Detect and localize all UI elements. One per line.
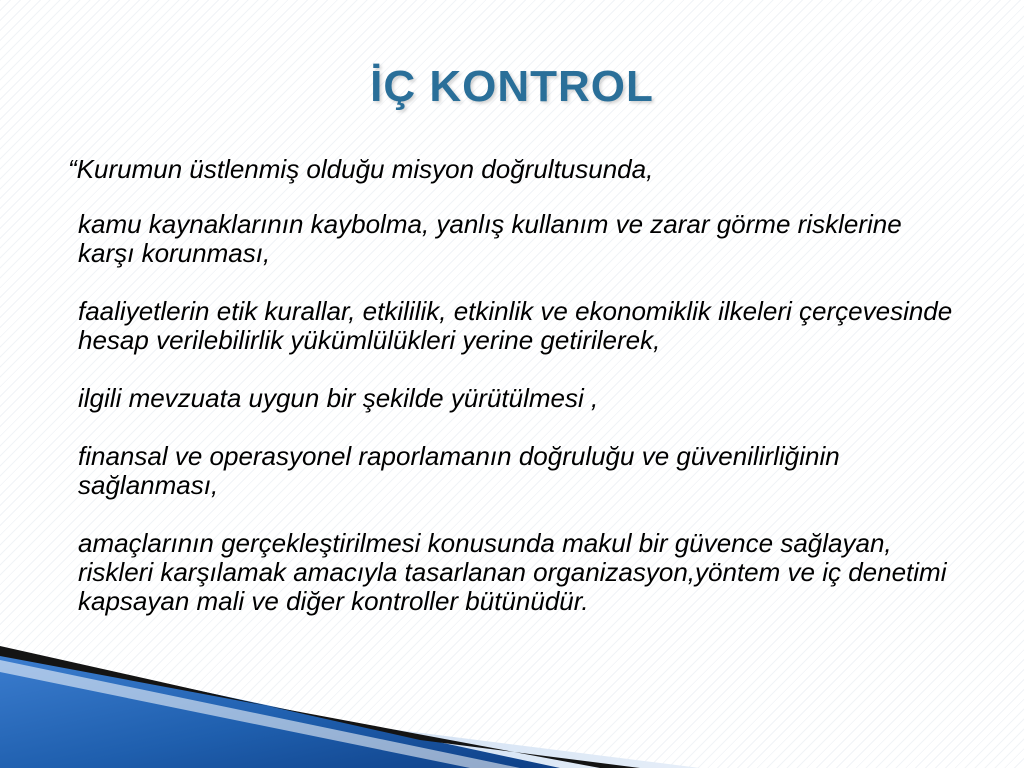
paragraph-compliance: ilgili mevzuata uygun bir şekilde yürütülmesi , — [78, 383, 599, 413]
paragraph-accountability: faaliyetlerin etik kurallar, etkililik, etkinlik ve ekonomiklik ilkeleri çerçevesinde hesap verilebilirlik yükümlülükleri yerine getirilerek, — [78, 296, 953, 355]
paragraph-protection: kamu kaynaklarının kaybolma, yanlış kullanım ve zarar görme risklerine karşı korunması, — [78, 209, 902, 268]
definition-body — [68, 154, 968, 645]
intro-line: “Kurumun üstlenmiş olduğu misyon doğrultusunda, — [68, 154, 654, 184]
paragraph-assurance: amaçlarının gerçekleştirilmesi konusunda makul bir güvence sağlayan, riskleri karşılamak amacıyla tasarlanan organizasyon,yöntem ve iç denetimi kapsayan mali ve diğer kontroller bütünüdür. — [78, 528, 947, 616]
slide-title: İÇ KONTROL — [370, 62, 654, 111]
paragraph-reporting: finansal ve operasyonel raporlamanın doğruluğu ve güvenilirliğinin sağlanması, — [78, 441, 840, 500]
